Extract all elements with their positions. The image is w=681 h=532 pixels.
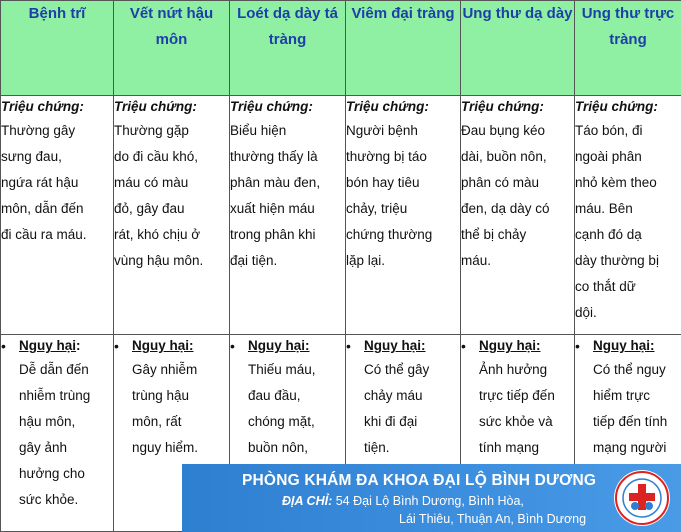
bullet-icon: • bbox=[114, 338, 119, 354]
bullet-icon: • bbox=[461, 338, 466, 354]
symptom-text-line: đi cầu ra máu. bbox=[1, 227, 87, 242]
symptom-text-line: vùng hậu môn. bbox=[114, 253, 204, 268]
symptom-cell bbox=[230, 96, 346, 335]
risk-text-line: trực tiếp đến bbox=[479, 388, 555, 403]
risk-label bbox=[479, 335, 574, 357]
risk-text-line: Có thể nguy bbox=[593, 362, 666, 377]
risk-text-line: buồn nôn, bbox=[248, 440, 309, 455]
risk-cell bbox=[1, 335, 114, 532]
symptom-text-line: thường thấy là bbox=[230, 149, 318, 164]
bullet-icon: • bbox=[230, 338, 235, 354]
symptom-text-line: máu có màu bbox=[114, 175, 189, 190]
symptom-text-line: Táo bón, đi bbox=[575, 123, 643, 138]
risk-text-line: gây ảnh bbox=[19, 440, 68, 455]
bullet-icon: • bbox=[1, 338, 6, 354]
risk-text-line: Ảnh hưởng bbox=[479, 362, 548, 377]
risk-text-line: nguy hiểm. bbox=[132, 440, 199, 455]
risk-label-text: Nguy hại bbox=[19, 338, 77, 353]
symptom-text-line: dội. bbox=[575, 305, 597, 320]
symptom-text-line: dày thường bị bbox=[575, 253, 659, 268]
risk-text-line: khi đi đại bbox=[364, 414, 418, 429]
risk-label-text: Nguy hại: bbox=[479, 338, 541, 353]
risk-label-text: Nguy hại: bbox=[593, 338, 655, 353]
symptom-text-line: môn, dẫn đến bbox=[1, 201, 84, 216]
risk-text-line: hậu môn, bbox=[19, 414, 76, 429]
symptom-label: Triệu chứng: bbox=[461, 99, 544, 114]
address-label: ĐỊA CHỈ: bbox=[282, 494, 333, 508]
symptom-text-line: đỏ, gây đau bbox=[114, 201, 185, 216]
column-header: Vết nứt hậu môn bbox=[114, 1, 230, 96]
bullet-icon: • bbox=[346, 338, 351, 354]
risk-text-line: trùng hậu bbox=[132, 388, 190, 403]
risk-label bbox=[248, 335, 345, 357]
symptom-cell bbox=[461, 96, 575, 335]
symptom-text-line: phân có màu bbox=[461, 175, 540, 190]
symptom-text-line: Đau bụng kéo bbox=[461, 123, 546, 138]
risk-label-text: Nguy hại: bbox=[132, 338, 194, 353]
symptom-text-line: dài, buồn nôn, bbox=[461, 149, 547, 164]
clinic-address-line2: Lái Thiêu, Thuận An, Bình Dương bbox=[399, 512, 587, 526]
risk-label-text: Nguy hại: bbox=[248, 338, 310, 353]
clinic-banner bbox=[182, 464, 681, 532]
risk-text-line: Có thể gây bbox=[364, 362, 430, 377]
risk-text-line: hưởng cho bbox=[19, 466, 85, 481]
clinic-logo-icon bbox=[614, 470, 670, 526]
symptom-label: Triệu chứng: bbox=[1, 99, 84, 114]
symptom-text-line: đen, dạ dày có bbox=[461, 201, 550, 216]
symptom-text-line: co thắt dữ bbox=[575, 279, 636, 294]
risk-text-line: tính mạng bbox=[479, 440, 540, 455]
symptom-text-line: thường bị táo bbox=[346, 149, 427, 164]
risk-label bbox=[593, 335, 681, 357]
risk-text-line: chóng mặt, bbox=[248, 414, 315, 429]
header-row bbox=[1, 1, 681, 96]
symptom-text-line: phân màu đen, bbox=[230, 175, 321, 190]
symptom-text-line: do đi cầu khó, bbox=[114, 149, 199, 164]
symptom-text-line: nhỏ kèm theo bbox=[575, 175, 657, 190]
symptom-label: Triệu chứng: bbox=[575, 99, 658, 114]
symptom-text-line: Biểu hiện bbox=[230, 123, 287, 138]
risk-text-line: tiện. bbox=[364, 440, 390, 455]
symptom-text-line: máu. Bên bbox=[575, 201, 633, 216]
risk-text-line: Thiếu máu, bbox=[248, 362, 316, 377]
symptom-text-line: cạnh đó dạ bbox=[575, 227, 642, 242]
symptom-text-line: lặp lại. bbox=[346, 253, 386, 268]
risk-text-line: đau đầu, bbox=[248, 388, 301, 403]
symptom-text-line: Người bệnh bbox=[346, 123, 418, 138]
risk-text-line: sức khỏe và bbox=[479, 414, 553, 429]
symptom-cell bbox=[575, 96, 681, 335]
bullet-icon: • bbox=[575, 338, 580, 354]
symptom-cell bbox=[1, 96, 114, 335]
symptom-cell bbox=[114, 96, 230, 335]
risk-text-line: sức khỏe. bbox=[19, 492, 79, 507]
symptom-text-line: Thường gặp bbox=[114, 123, 189, 138]
risk-label-text: Nguy hại: bbox=[364, 338, 426, 353]
symptom-text-line: rát, khó chịu ở bbox=[114, 227, 201, 242]
risk-label-colon: : bbox=[76, 338, 81, 353]
symptom-text-line: bón hay tiêu bbox=[346, 175, 420, 190]
risk-text-line: hiểm trực bbox=[593, 388, 651, 403]
symptom-text-line: đại tiện. bbox=[230, 253, 278, 268]
symptom-label: Triệu chứng: bbox=[346, 99, 429, 114]
symptom-text-line: xuất hiện máu bbox=[230, 201, 315, 216]
column-header: Bệnh trĩ bbox=[1, 1, 114, 96]
clinic-address-line1 bbox=[282, 494, 524, 508]
column-header: Loét dạ dày tá tràng bbox=[230, 1, 346, 96]
symptom-text-line: thể bị chảy bbox=[461, 227, 527, 242]
symptom-text-line: chảy, triệu bbox=[346, 201, 408, 216]
symptom-text-line: trong phân khi bbox=[230, 227, 316, 242]
symptom-text-line: máu. bbox=[461, 253, 492, 268]
risk-text-line: Gây nhiễm bbox=[132, 362, 198, 377]
symptom-text-line: chứng thường bbox=[346, 227, 433, 242]
column-header: Ung thư dạ dày bbox=[461, 1, 575, 96]
symptom-label: Triệu chứng: bbox=[114, 99, 197, 114]
address-line1-text: 54 Đại Lộ Bình Dương, Bình Hòa, bbox=[332, 494, 524, 508]
symptom-row bbox=[1, 96, 681, 335]
column-header: Ung thư trực tràng bbox=[575, 1, 681, 96]
symptom-text-line: ngoài phân bbox=[575, 149, 642, 164]
risk-text-line: mạng người bbox=[593, 440, 667, 455]
column-header: Viêm đại tràng bbox=[346, 1, 461, 96]
symptom-text-line: Thường gây bbox=[1, 123, 76, 138]
risk-text-line: nhiễm trùng bbox=[19, 388, 91, 403]
risk-text-line: chảy máu bbox=[364, 388, 423, 403]
clinic-name: PHÒNG KHÁM ĐA KHOA ĐẠI LỘ BÌNH DƯƠNG bbox=[242, 472, 597, 489]
symptom-text-line: ngứa rát hậu bbox=[1, 175, 79, 190]
symptom-text-line: sưng đau, bbox=[1, 149, 62, 164]
symptom-label: Triệu chứng: bbox=[230, 99, 313, 114]
risk-text-line: tiếp đến tính bbox=[593, 414, 668, 429]
risk-label bbox=[132, 335, 229, 357]
risk-label bbox=[19, 335, 113, 357]
symptom-cell bbox=[346, 96, 461, 335]
risk-label bbox=[364, 335, 460, 357]
risk-text-line: Dễ dẫn đến bbox=[19, 362, 89, 377]
risk-text-line: môn, rất bbox=[132, 414, 182, 429]
